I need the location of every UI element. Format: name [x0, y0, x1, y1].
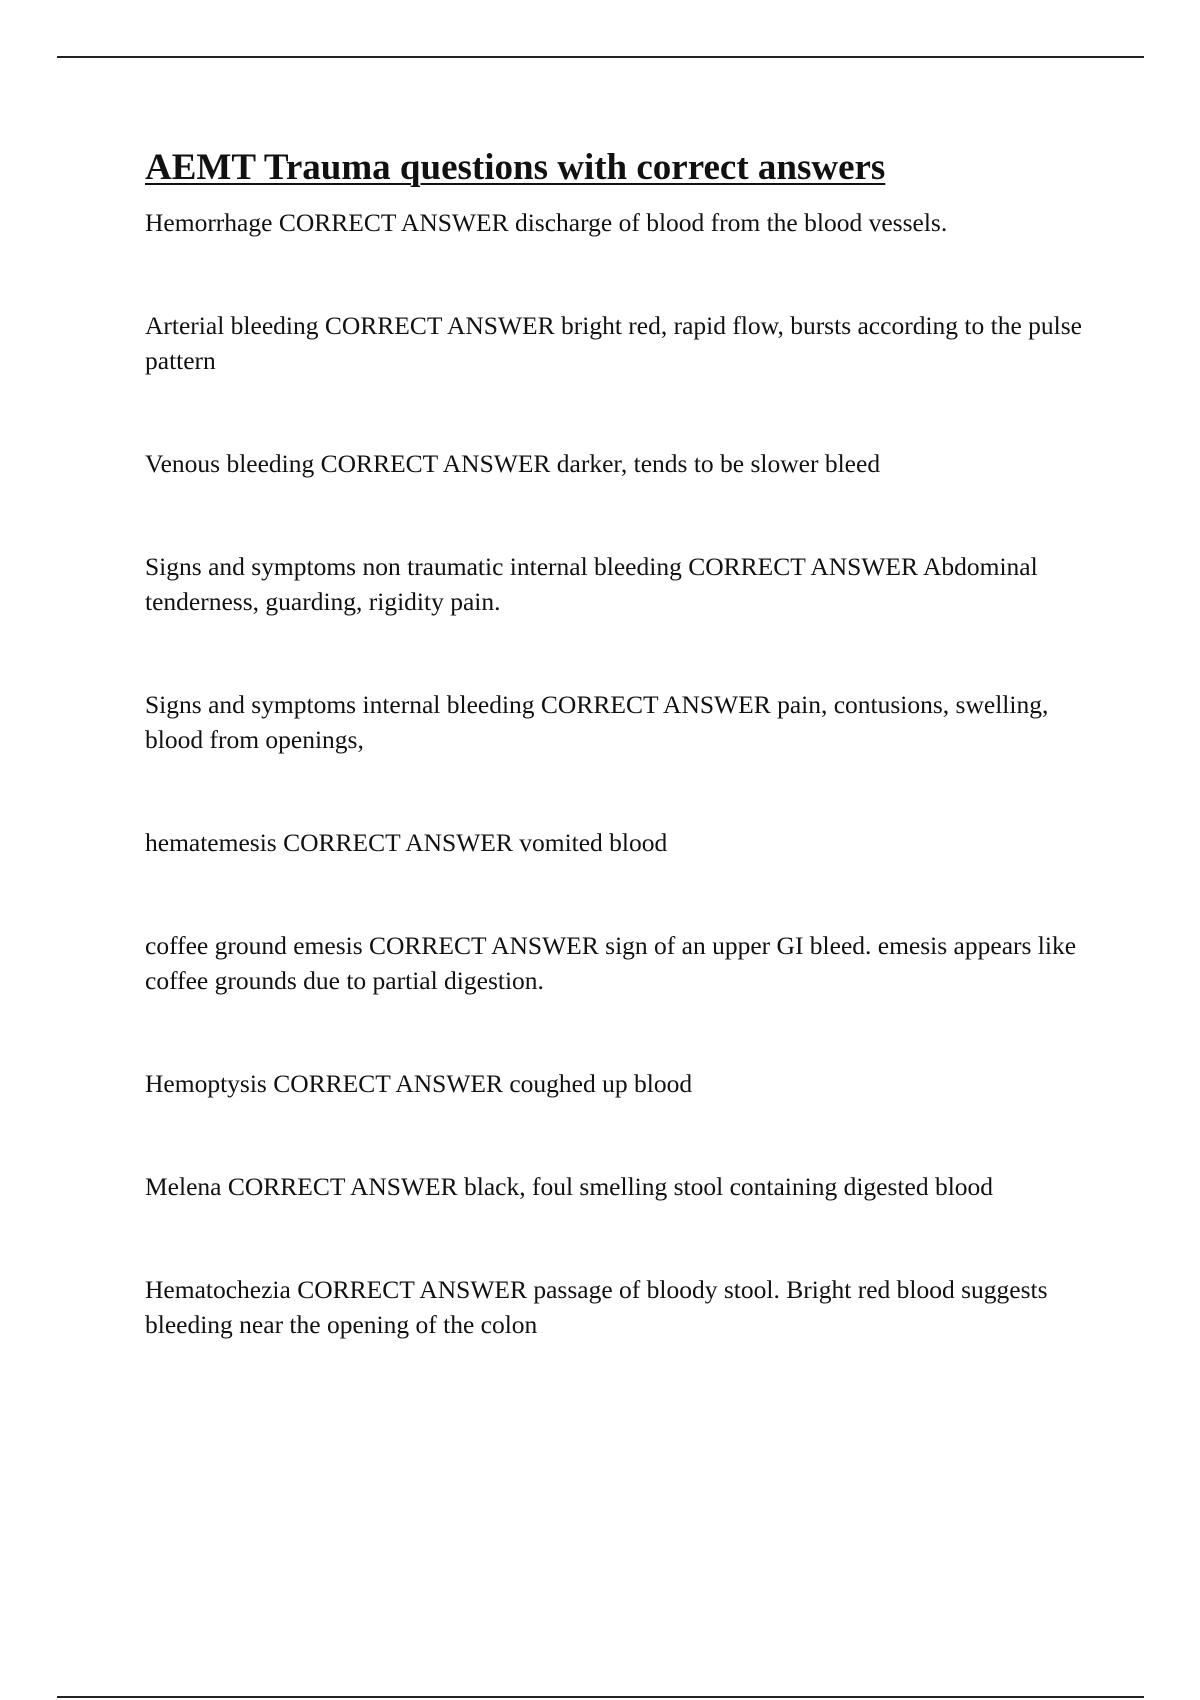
qa-item-coffee-ground-emesis: coffee ground emesis CORRECT ANSWER sign of an upper GI bleed. emesis appears like coffee grounds due to partial digestion. [145, 931, 1077, 995]
qa-item-hematochezia: Hematochezia CORRECT ANSWER passage of bloody stool. Bright red blood suggests bleeding near the opening of the colon [145, 1275, 1048, 1339]
qa-item-hematemesis: hematemesis CORRECT ANSWER vomited blood [145, 828, 668, 857]
qa-item-non-traumatic-internal-bleeding: Signs and symptoms non traumatic internal bleeding CORRECT ANSWER Abdominal tenderness, guarding, rigidity pain. [145, 552, 1038, 616]
qa-item-venous-bleeding: Venous bleeding CORRECT ANSWER darker, tends to be slower bleed [145, 449, 881, 478]
qa-list [145, 205, 1095, 1342]
qa-item-hemorrhage: Hemorrhage CORRECT ANSWER discharge of blood from the blood vessels. [145, 208, 948, 237]
qa-item-arterial-bleeding: Arterial bleeding CORRECT ANSWER bright red, rapid flow, bursts according to the pulse pattern [145, 311, 1082, 375]
footer-divider [57, 1696, 1144, 1698]
qa-item-hemoptysis: Hemoptysis CORRECT ANSWER coughed up blood [145, 1069, 693, 1098]
page-title: AEMT Trauma questions with correct answers [145, 147, 886, 188]
document-body [145, 142, 1095, 1342]
qa-item-melena: Melena CORRECT ANSWER black, foul smelling stool containing digested blood [145, 1172, 994, 1201]
qa-item-internal-bleeding: Signs and symptoms internal bleeding CORRECT ANSWER pain, contusions, swelling, blood from openings, [145, 690, 1049, 754]
header-divider [57, 56, 1144, 58]
